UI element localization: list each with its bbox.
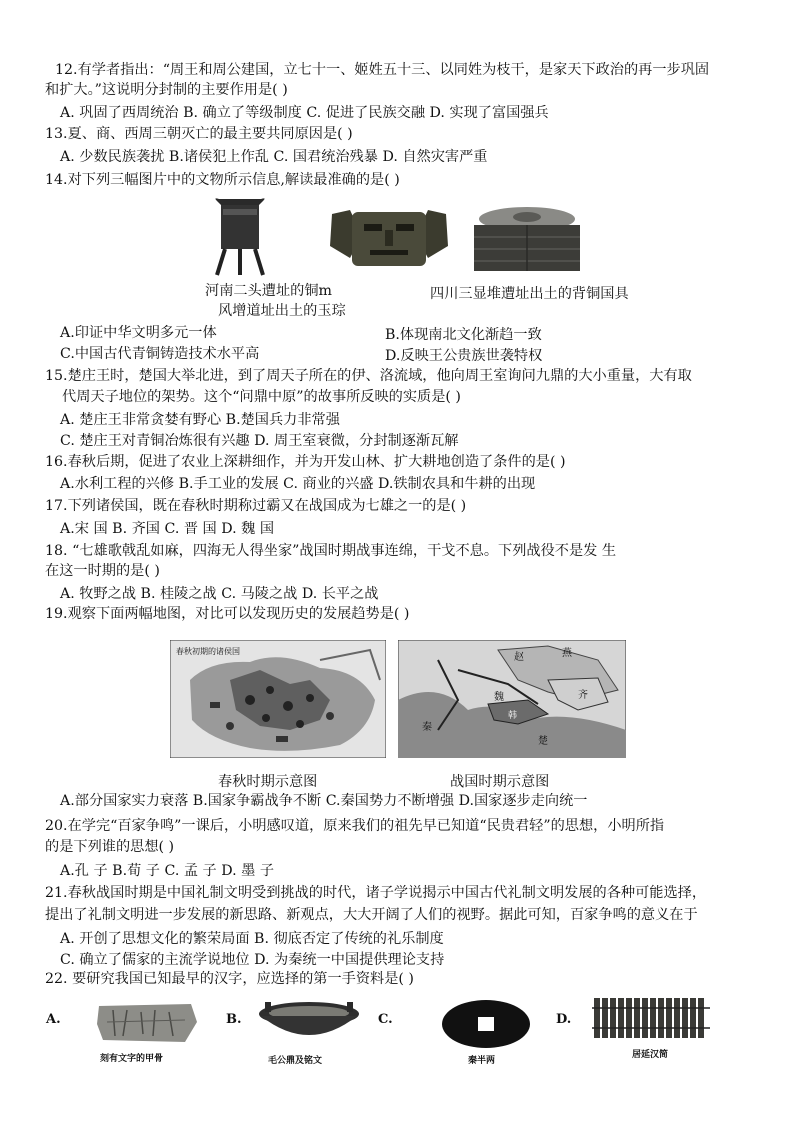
q20-options: A.孔 子 B.荀 子 C. 孟 子 D. 墨 子 (60, 863, 275, 879)
banliang-coin-image (440, 998, 532, 1050)
bronze-mask-image (322, 206, 456, 271)
q20-stem-line1: 20.在学完“百家争鸣”一课后，小明感叹道，原来我们的祖先早已知道“民贵君轻”的思想，小明所指 (45, 818, 665, 834)
q13-stem: 13.夏、商、西周三朝灭亡的最主要共同原因是( ) (45, 126, 353, 142)
q12-stem-line2: 和扩大。”这说明分封制的主要作用是( ) (45, 82, 288, 98)
q15-options-line1: A. 楚庄王非常贪婪有野心 B.楚国兵力非常强 (60, 412, 340, 428)
q22-letter-a: A. (46, 1012, 61, 1027)
q19-caption-warring-states: 战国时期示意图 (450, 774, 550, 790)
q15-options-line2: C. 楚庄王对青铜冶炼很有兴趣 D. 周王室衰微，分封制逐渐瓦解 (60, 433, 459, 449)
q16-options: A.水利工程的兴修 B.手工业的发展 C. 商业的兴盛 D.铁制农具和牛耕的出现 (60, 476, 536, 492)
q19-options: A.部分国家实力衰落 B.国家争霸战争不断 C.秦国势力不断增强 D.国家逐步走向统一 (60, 793, 588, 809)
q18-stem-line2: 在这一时期的是( ) (45, 563, 160, 579)
q22-letter-d: D. (556, 1012, 572, 1027)
q22-letter-b: B. (226, 1012, 242, 1027)
q14-caption-jade: 风增道址出土的玉琮 (218, 303, 346, 319)
q22-caption-b: 毛公鼎及铭文 (268, 1056, 323, 1066)
q14-option-d: D.反映王公贵族世袭特权 (385, 348, 543, 364)
oracle-bone-image (93, 1000, 203, 1046)
q19-caption-spring-autumn: 春秋时期示意图 (218, 774, 318, 790)
bronze-jue-image (205, 195, 275, 277)
q14-option-c: C.中国古代青铜铸造技术水平高 (60, 346, 260, 362)
q20-stem-line2: 的是下列谁的思想( ) (45, 839, 175, 855)
q16-stem: 16.春秋后期，促进了农业上深耕细作，并为开发山林、扩大耕地创造了条件的是( ) (45, 454, 566, 470)
q12-options: A. 巩固了西周统治 B. 确立了等级制度 C. 促进了民族交融 D. 实现了富国强兵 (60, 105, 549, 121)
juyan-bamboo-slips-image (592, 996, 710, 1040)
map-label-wei: 魏 (494, 692, 504, 703)
q14-stem: 14.对下列三幅图片中的文物所示信息,解读最准确的是( ) (45, 172, 400, 188)
warring-states-map-image (398, 640, 626, 758)
q21-options-line1: A. 开创了思想文化的繁荣局面 B. 彻底否定了传统的礼乐制度 (60, 931, 444, 947)
q12-stem-line1: 12.有学者指出：“周王和周公建国，立七十一、姬姓五十三、以同姓为枝干，是家天下政治的再一步巩固 (55, 62, 710, 78)
q14-caption-bronze: 河南二头遭址的铜m (205, 283, 332, 299)
q22-caption-c: 秦半两 (468, 1056, 496, 1066)
map-label-qi: 齐 (578, 690, 588, 701)
map-label-qin: 秦 (422, 722, 432, 733)
q22-caption-d: 居延汉简 (632, 1050, 669, 1060)
q22-caption-a: 刻有文字的甲骨 (100, 1054, 164, 1064)
q21-stem-line2: 提出了礼制文明进一步发展的新思路、新观点，大大开阔了人们的视野。据此可知，百家争鸣的意义在于 (45, 907, 698, 923)
q18-options: A. 牧野之战 B. 桂陵之战 C. 马陵之战 D. 长平之战 (60, 586, 379, 602)
q18-stem-line1: 18. “七雄歌戟乱如麻，四海无人得坐家”战国时期战事连绵，干戈不息。下列战役不是发 生 (45, 543, 617, 559)
q14-option-a: A.印证中华文明多元一体 (60, 325, 217, 341)
q22-stem: 22. 要研究我国已知最早的汉字，应选择的第一手资料是( ) (45, 971, 414, 987)
q21-stem-line1: 21.春秋战国时期是中国礼制文明受到挑战的时代，诸子学说揭示中国古代礼制文明发展的各种可能选择， (45, 885, 707, 901)
spring-autumn-map-title: 春秋初期的诸侯国 (176, 647, 240, 656)
maogong-ding-image (255, 998, 363, 1048)
map-label-chu: 楚 (538, 736, 548, 747)
spring-autumn-map-image (170, 640, 386, 758)
q19-stem: 19.观察下面两幅地图，对比可以发现历史的发展趋势是( ) (45, 606, 410, 622)
q13-options: A. 少数民族袭扰 B.诸侯犯上作乱 C. 国君统治残暴 D. 自然灾害严重 (60, 149, 488, 165)
map-label-zhao: 赵 (514, 652, 524, 663)
q21-options-line2: C. 确立了儒家的主流学说地位 D. 为秦统一中国提供理论支持 (60, 952, 445, 968)
map-label-yan: 燕 (562, 648, 572, 659)
q17-options: A.宋 国 B. 齐国 C. 晋 国 D. 魏 国 (60, 521, 275, 537)
q14-option-b: B.体现南北文化渐趋一致 (385, 327, 542, 343)
q15-stem-line1: 15.楚庄王时，楚国大举北进，到了周天子所在的伊、洛流域，他向周王室询问九鼎的大小重量，大有取 (45, 368, 692, 384)
q14-caption-mask: 四川三显堆遭址出土的背铜国具 (430, 286, 629, 302)
q17-stem: 17.下列诸侯国，既在春秋时期称过霸又在战国成为七雄之一的是( ) (45, 498, 467, 514)
q22-letter-c: C. (378, 1012, 393, 1027)
q15-stem-line2: 代周天子地位的架势。这个“问鼎中原”的故事所反映的实质是( ) (62, 389, 461, 405)
map-label-han: 韩 (508, 711, 518, 721)
jade-cong-image (468, 203, 586, 273)
